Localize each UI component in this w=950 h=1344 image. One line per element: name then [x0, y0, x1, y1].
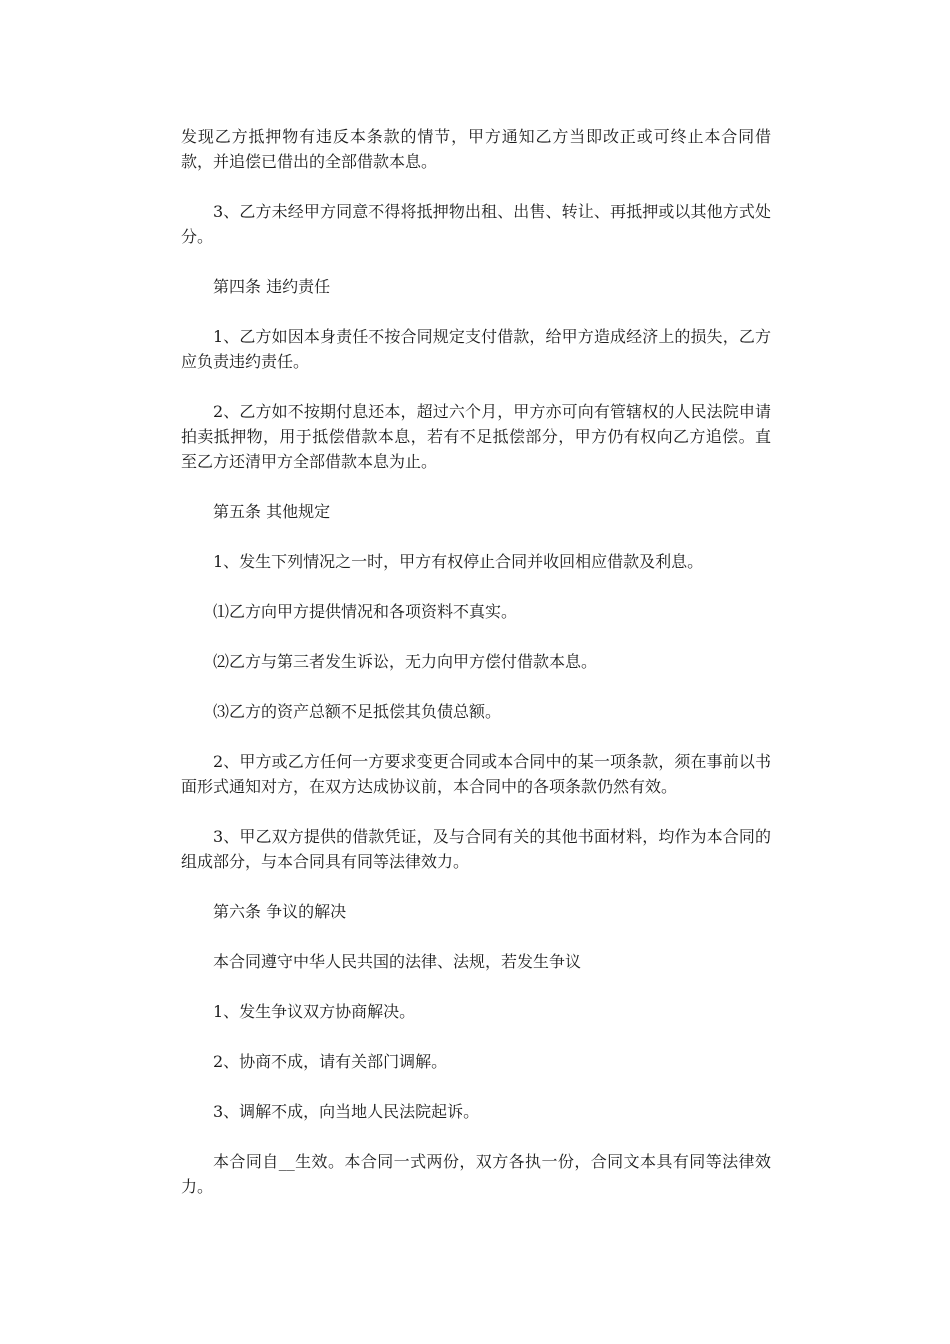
paragraph-article-4-item-1: 1、乙方如因本身责任不按合同规定支付借款，给甲方造成经济上的损失，乙方应负责违约责任。	[181, 327, 771, 371]
section-heading-article-5: 第五条 其他规定	[213, 502, 331, 521]
paragraph-article-5-item-1: 1、发生下列情况之一时，甲方有权停止合同并收回相应借款及利息。	[213, 552, 704, 571]
paragraph-article-5-sub-3: ⑶乙方的资产总额不足抵偿其负债总额。	[213, 702, 502, 721]
paragraph-article-6-item-1: 1、发生争议双方协商解决。	[213, 1002, 416, 1021]
paragraph-article-5-sub-1: ⑴乙方向甲方提供情况和各项资料不真实。	[213, 602, 518, 621]
section-heading-article-6: 第六条 争议的解决	[213, 902, 347, 921]
document-body	[181, 124, 771, 1224]
paragraph-article-5-sub-2: ⑵乙方与第三者发生诉讼，无力向甲方偿付借款本息。	[213, 652, 598, 671]
paragraph-article-4-item-2: 2、乙方如不按期付息还本，超过六个月，甲方亦可向有管辖权的人民法院申请拍卖抵押物，用于抵偿借款本息，若有不足抵偿部分，甲方仍有权向乙方追偿。直至乙方还清甲方全部借款本息为止。	[181, 402, 771, 471]
paragraph-article-6-item-3: 3、调解不成，向当地人民法院起诉。	[213, 1102, 480, 1121]
paragraph-article-5-item-3: 3、甲乙双方提供的借款凭证，及与合同有关的其他书面材料，均作为本合同的组成部分，与本合同具有同等法律效力。	[181, 827, 771, 871]
paragraph-clause-continuation: 发现乙方抵押物有违反本条款的情节，甲方通知乙方当即改正或可终止本合同借款，并追偿已借出的全部借款本息。	[181, 127, 771, 171]
paragraph-closing-effect: 本合同自__生效。本合同一式两份，双方各执一份，合同文本具有同等法律效力。	[181, 1152, 771, 1196]
paragraph-article-5-item-2: 2、甲方或乙方任何一方要求变更合同或本合同中的某一项条款，须在事前以书面形式通知对方，在双方达成协议前，本合同中的各项条款仍然有效。	[181, 752, 771, 796]
section-heading-article-4: 第四条 违约责任	[213, 277, 331, 296]
paragraph-item-3-no-disposal: 3、乙方未经甲方同意不得将抵押物出租、出售、转让、再抵押或以其他方式处分。	[181, 202, 771, 246]
paragraph-article-6-intro: 本合同遵守中华人民共国的法律、法规，若发生争议	[213, 952, 582, 971]
paragraph-article-6-item-2: 2、协商不成，请有关部门调解。	[213, 1052, 448, 1071]
